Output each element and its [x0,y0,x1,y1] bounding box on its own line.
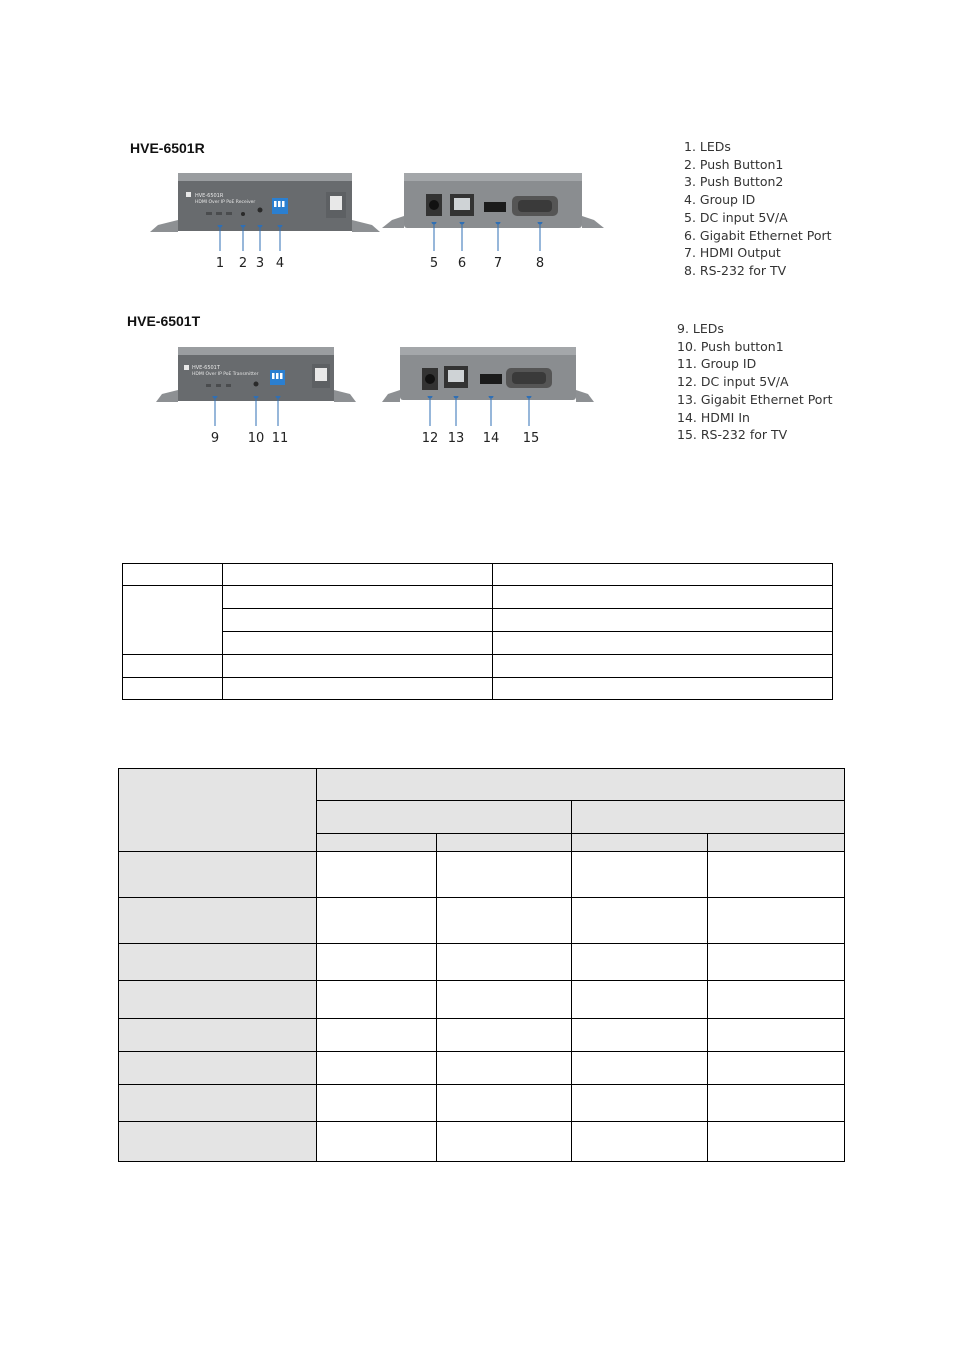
table-row [119,852,845,898]
receiver-front-callouts [150,225,380,255]
table-row [119,898,845,944]
receiver-title: HVE-6501R [130,140,205,156]
table-cell [493,564,833,586]
table-header-cell [316,769,844,801]
callout-2: 2 [238,256,248,271]
callout-14: 14 [482,431,500,446]
table-row-header [119,981,317,1019]
transmitter-front-label-model: HVE-6501T [192,365,220,371]
table-cell [316,1052,436,1085]
table-cell [572,1052,708,1085]
table-cell [316,852,436,898]
table-cell [316,898,436,944]
legend-item: 12. DC input 5V/A [677,374,789,390]
receiver-legend [684,138,832,280]
callout-5: 5 [429,256,439,271]
led-status-table [122,563,833,700]
table-cell [222,678,493,700]
legend-item: 7. HDMI Output [684,245,781,261]
table-cell [708,981,845,1019]
table-cell [708,1019,845,1052]
legend-item: 4. Group ID [684,192,756,208]
callout-7: 7 [493,256,503,271]
legend-item: 13. Gigabit Ethernet Port [677,391,833,407]
table-cell [123,655,223,678]
table-cell [572,1085,708,1122]
table-row [119,1019,845,1052]
table-cell [316,1019,436,1052]
table-cell [222,609,493,632]
legend-item: 8. RS-232 for TV [684,262,787,278]
table-header-cell [316,834,436,852]
table-cell [493,655,833,678]
table-row [119,769,845,801]
table-row [119,1122,845,1162]
legend-item: 5. DC input 5V/A [684,209,788,225]
table-row-header [119,1122,317,1162]
legend-item: 6. Gigabit Ethernet Port [684,227,832,243]
table-header-cell [572,834,708,852]
table-row-header [119,1085,317,1122]
table-cell [493,609,833,632]
receiver-rear-callouts [382,222,604,252]
table-cell [222,655,493,678]
table-cell [708,898,845,944]
transmitter-rear-image [382,344,594,404]
callout-9: 9 [210,431,220,446]
table-cell [436,1122,572,1162]
table-cell [493,678,833,700]
legend-item: 1. LEDs [684,139,731,154]
legend-item: 3. Push Button2 [684,174,784,190]
table-header-cell [119,769,317,852]
table-cell [436,1019,572,1052]
table-row [119,944,845,981]
callout-4: 4 [275,256,285,271]
table-cell [708,852,845,898]
legend-item: 14. HDMI In [677,409,750,425]
callout-3: 3 [255,256,265,271]
callout-10: 10 [247,431,265,446]
table-row-header [119,1052,317,1085]
table-cell [123,564,223,586]
table-cell [436,944,572,981]
table-header-cell [316,801,572,834]
table-row [123,655,833,678]
table-cell [572,898,708,944]
table-cell [436,898,572,944]
legend-item: 9. LEDs [677,321,724,336]
table-row-header [119,1019,317,1052]
table-cell [222,586,493,609]
table-cell [222,564,493,586]
transmitter-front-callouts [156,396,356,426]
callout-6: 6 [457,256,467,271]
table-cell [436,1085,572,1122]
table-cell [708,944,845,981]
transmitter-legend [677,320,833,444]
table-row-header [119,852,317,898]
callout-15: 15 [522,431,540,446]
table-row [119,1052,845,1085]
table-cell [708,1052,845,1085]
table-row [123,586,833,609]
table-cell [123,586,223,655]
receiver-front-label-desc: HDMI Over IP PoE Receiver [195,200,256,205]
table-row [123,632,833,655]
table-cell [316,1085,436,1122]
table-cell [572,852,708,898]
table-cell [316,981,436,1019]
legend-item: 15. RS-232 for TV [677,427,788,443]
callout-13: 13 [447,431,465,446]
legend-item: 10. Push button1 [677,338,784,354]
callout-12: 12 [421,431,439,446]
table-cell [493,632,833,655]
table-header-cell [708,834,845,852]
callout-8: 8 [535,256,545,271]
table-header-cell [436,834,572,852]
table-cell [708,1122,845,1162]
table-cell [708,1085,845,1122]
legend-item: 2. Push Button1 [684,156,784,172]
table-row-header [119,898,317,944]
table-cell [572,1122,708,1162]
transmitter-rear-callouts [382,396,594,426]
table-row [123,678,833,700]
table-row [119,981,845,1019]
table-row [123,609,833,632]
table-cell [436,1052,572,1085]
table-header-cell [572,801,845,834]
table-cell [493,586,833,609]
table-cell [222,632,493,655]
callout-11: 11 [271,431,289,446]
callout-1: 1 [215,256,225,271]
table-cell [436,981,572,1019]
table-row [123,564,833,586]
transmitter-front-label-desc: HDMI Over IP PoE Transmitter [192,372,259,377]
table-cell [572,1019,708,1052]
table-cell [436,852,572,898]
table-cell [316,1122,436,1162]
table-cell [123,678,223,700]
table-row-header [119,944,317,981]
legend-item: 11. Group ID [677,356,757,372]
transmitter-title: HVE-6501T [127,313,201,329]
spec-table [118,768,845,1162]
receiver-front-label-model: HVE-6501R [195,193,224,199]
table-cell [572,981,708,1019]
table-cell [316,944,436,981]
table-cell [572,944,708,981]
table-row [119,1085,845,1122]
